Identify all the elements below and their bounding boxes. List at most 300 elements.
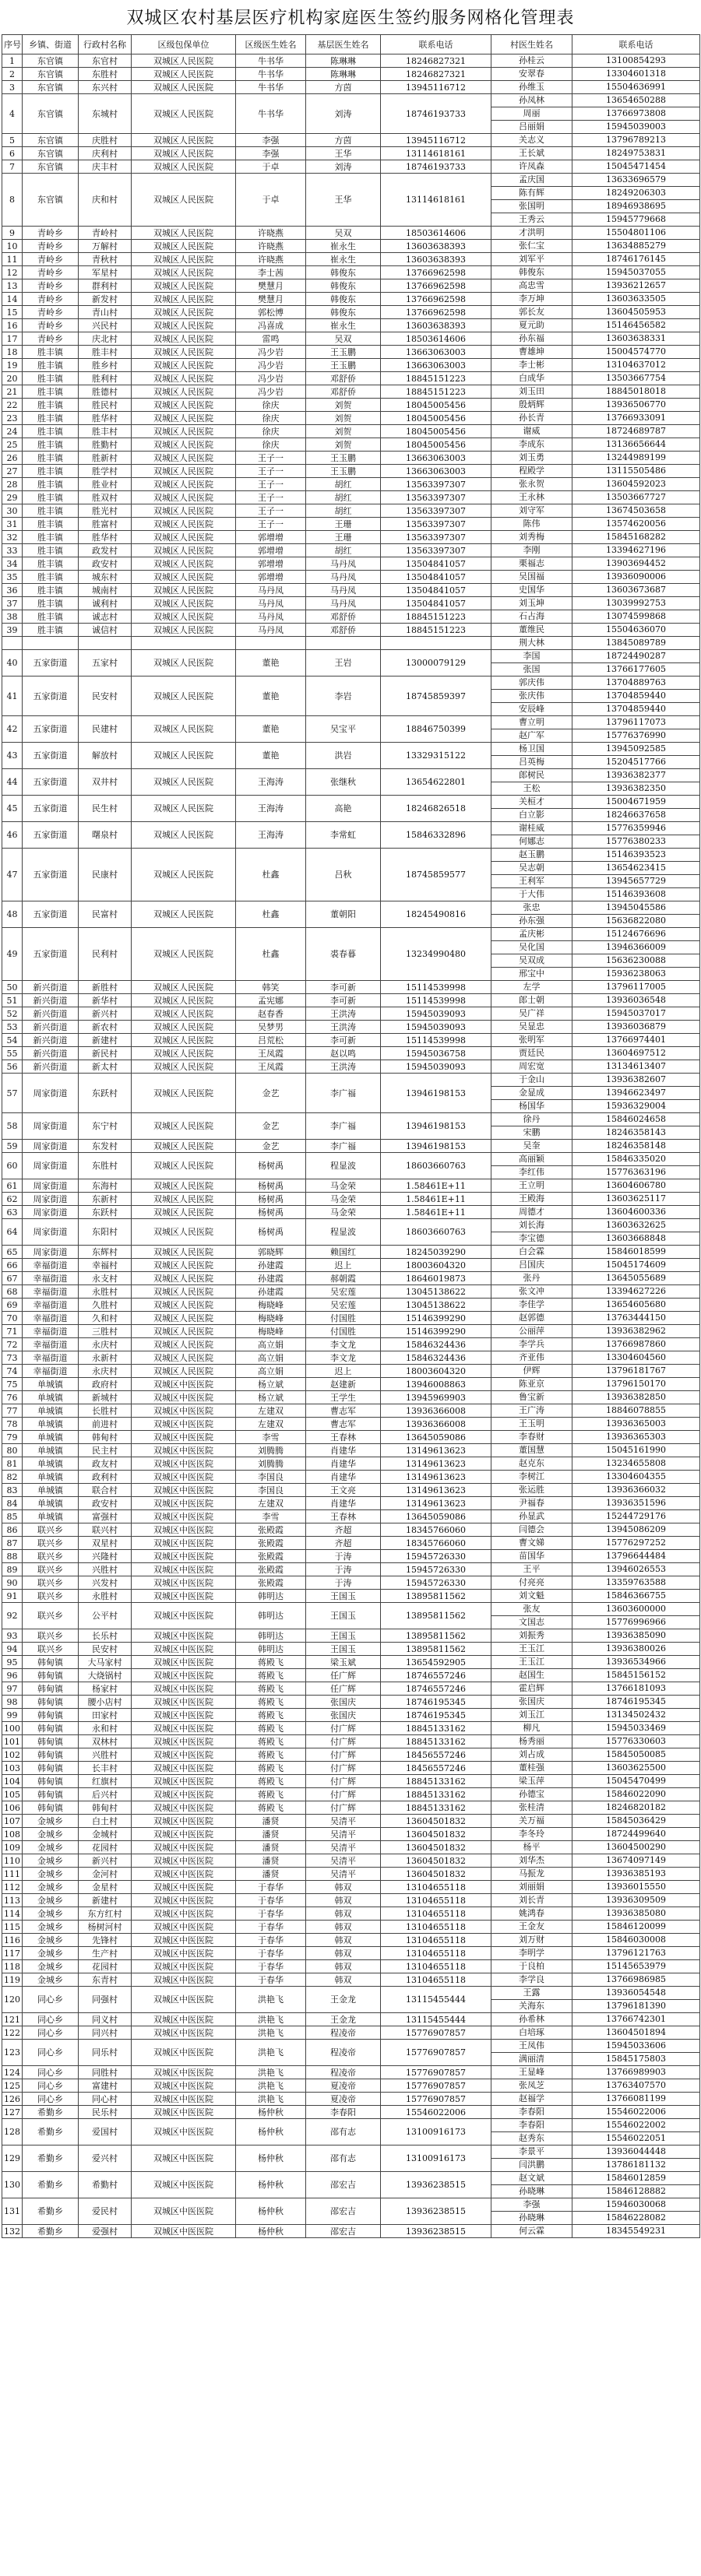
cell-town: 幸福街道 [23,1365,79,1378]
cell-village-doctors [491,1404,572,1418]
table-row [2,1365,700,1378]
cell-base-doctor: 付国胜 [306,1312,381,1325]
table-row [2,557,700,571]
cell-village-phone: 13936365003 [606,1418,666,1429]
cell-village-phone: 18246637658 [572,808,699,821]
cell-no: 21 [2,385,23,399]
cell-town: 东官镇 [23,81,79,94]
cell-town: 新兴街道 [23,1060,79,1074]
cell-no: 103 [2,1762,23,1775]
table-row [2,1523,700,1537]
cell-village-phones [572,293,700,306]
cell-district-doctor: 吴梦男 [236,1021,306,1034]
cell-district-doctor: 李雪 [236,1431,306,1444]
cell-village-doctors [491,1854,572,1868]
cell-village-doctor: 张庆伟 [491,689,572,702]
cell-village-phone: 18724490287 [606,651,666,661]
cell-village-doctor: 吕丽娟 [491,120,572,133]
cell-no: 131 [2,2198,23,2225]
cell-base-doctor: 吴宏莲 [306,1299,381,1312]
cell-village: 永胜村 [79,1590,132,1603]
cell-village: 胜业村 [79,478,132,491]
cell-village: 庆胜村 [79,134,132,147]
table-row [2,94,700,134]
cell-phone: 13104655118 [381,1960,491,1973]
cell-village-doctors [491,2119,572,2145]
cell-district-doctor: 张殿霞 [236,1563,306,1576]
cell-village-doctors [491,1338,572,1351]
cell-town: 幸福街道 [23,1351,79,1365]
table-row [2,2119,700,2145]
cell-village-doctor: 于金山 [519,1074,544,1084]
cell-village-doctor: 孙维玉 [519,82,544,92]
cell-village-doctor: 白会霖 [519,1246,544,1256]
cell-base-doctor: 王国玉 [306,1629,381,1643]
table-row [2,531,700,544]
cell-phone: 13504841057 [381,571,491,584]
cell-base-doctor: 邵有志 [306,2145,381,2172]
cell-unit: 双城区人民医院 [132,901,236,928]
cell-base-doctor: 迟上 [306,1259,381,1272]
cell-phone: 13100916173 [381,2145,491,2172]
cell-district-doctor: 李强 [236,134,306,147]
cell-phone: 1.58461E+11 [381,1193,491,1206]
cell-phone: 13104655118 [381,1921,491,1934]
cell-no: 41 [2,677,23,716]
cell-village-phone: 15776330603 [606,1736,666,1746]
cell-village-doctors [491,1563,572,1576]
cell-village-doctor: 赵国生 [519,1670,544,1680]
table-row [2,1868,700,1881]
table-row [2,227,700,240]
cell-base-doctor: 王金龙 [306,1987,381,2013]
cell-town: 韩甸镇 [23,1682,79,1696]
cell-village: 群利村 [79,279,132,293]
cell-village-doctor: 伊辉 [523,1365,541,1376]
cell-base-doctor [306,637,381,650]
cell-no: 33 [2,544,23,557]
cell-no: 37 [2,597,23,610]
cell-unit: 双城区人民医院 [132,1153,236,1179]
cell-village-doctors [491,1299,572,1312]
cell-phone: 13045138622 [381,1285,491,1299]
cell-unit: 双城区人民医院 [132,650,236,677]
cell-village-phones [572,1735,700,1748]
cell-village-phones [572,1325,700,1338]
cell-unit: 双城区人民医院 [132,571,236,584]
table-row [2,1987,700,2013]
cell-no [2,637,23,650]
cell-village-doctor: 王秀云 [491,213,572,226]
cell-village-phone: 13603632625 [606,1220,666,1230]
table-row [2,584,700,597]
cell-district-doctor: 牛书华 [236,81,306,94]
table-row [2,1550,700,1563]
cell-village-doctors [491,2145,572,2172]
cell-unit: 双城区中医医院 [132,1828,236,1841]
cell-town: 周家街道 [23,1193,79,1206]
cell-no: 110 [2,1854,23,1868]
cell-village: 永庆村 [79,1338,132,1351]
cell-phone: 13654592905 [381,1656,491,1669]
cell-base-doctor: 程凌帝 [306,2026,381,2040]
cell-base-doctor: 付广辉 [306,1735,381,1748]
cell-district-doctor: 王海涛 [236,769,306,796]
cell-phone: 18245490816 [381,901,491,928]
cell-village-doctor: 王玉江 [519,1657,544,1667]
cell-base-doctor: 韩俊东 [306,306,381,319]
cell-village: 兴隆村 [79,1550,132,1563]
cell-village: 政府村 [79,1378,132,1391]
cell-village-doctor: 王玉明 [519,1418,544,1429]
cell-village-doctor: 孙显武 [519,1511,544,1521]
cell-base-doctor: 吴清平 [306,1828,381,1841]
cell-village: 东官村 [79,54,132,68]
cell-no: 66 [2,1259,23,1272]
cell-town: 胜丰镇 [23,412,79,425]
cell-village: 杨树河村 [79,1921,132,1934]
cell-unit: 双城区中医医院 [132,1696,236,1709]
cell-village-doctors [491,1523,572,1537]
cell-village: 青山村 [79,306,132,319]
cell-unit: 双城区中医医院 [132,1788,236,1801]
cell-town: 单城镇 [23,1418,79,1431]
cell-no: 90 [2,1576,23,1590]
table-row [2,1471,700,1484]
cell-base-doctor: 崔永生 [306,240,381,253]
cell-village-phones [572,1987,700,2013]
cell-unit: 双城区中医医院 [132,1523,236,1537]
cell-village-phone: 13796644484 [606,1551,666,1561]
cell-base-doctor: 夏凌帝 [306,2093,381,2106]
cell-no: 80 [2,1444,23,1457]
cell-phone: 15776907857 [381,2066,491,2079]
cell-town: 周家街道 [23,1219,79,1246]
cell-village-phones [572,822,700,849]
cell-village-doctors [491,452,572,465]
cell-phone: 18845133162 [381,1722,491,1735]
cell-unit: 双城区人民医院 [132,372,236,385]
cell-phone: 13104655118 [381,1907,491,1921]
table-row [2,1894,700,1907]
cell-village-phone: 13394627226 [606,1286,666,1296]
cell-no: 112 [2,1881,23,1894]
cell-village-phone: 13304604355 [606,1471,666,1481]
cell-village-phones [572,1656,700,1669]
cell-village-doctors [491,1576,572,1590]
cell-base-doctor: 付广辉 [306,1748,381,1762]
cell-no: 10 [2,240,23,253]
cell-district-doctor: 韩明达 [236,1603,306,1629]
cell-phone: 15945726330 [381,1563,491,1576]
cell-base-doctor: 付广辉 [306,1775,381,1788]
cell-village: 东青村 [79,1973,132,1987]
cell-village-doctor: 左学 [523,982,541,992]
cell-phone: 13104655118 [381,1881,491,1894]
cell-village-phone: 13796181767 [606,1365,666,1376]
cell-no: 123 [2,2040,23,2066]
cell-town: 金城乡 [23,1921,79,1934]
cell-village-phone: 15776380233 [572,835,699,848]
table-row [2,1047,700,1060]
cell-base-doctor: 韩俊东 [306,293,381,306]
cell-village-phone: 18746195345 [606,1696,666,1706]
cell-village-doctors [491,306,572,319]
cell-no: 67 [2,1272,23,1285]
cell-unit: 双城区人民医院 [132,1312,236,1325]
cell-village-phone: 13115505486 [606,466,666,476]
cell-village-doctor: 李春阳 [519,2120,544,2130]
cell-district-doctor: 刘腾腾 [236,1457,306,1471]
cell-village: 胜学村 [79,465,132,478]
cell-phone: 18503614606 [381,332,491,346]
cell-village-phone: 18249753831 [606,148,666,158]
cell-village-doctor: 曹文娣 [519,1538,544,1548]
cell-village-doctor: 赵克东 [519,1458,544,1468]
cell-village-doctors [491,637,572,650]
cell-no: 17 [2,332,23,346]
cell-no: 40 [2,650,23,677]
table-row [2,359,700,372]
cell-village-doctors [491,253,572,266]
table-row [2,372,700,385]
cell-village-phones [572,1153,700,1179]
cell-town: 胜丰镇 [23,557,79,571]
cell-no: 92 [2,1603,23,1629]
table-row [2,1775,700,1788]
table-row [2,2106,700,2119]
cell-village-doctors [491,1868,572,1881]
table-row [2,1696,700,1709]
cell-phone: 13504841057 [381,557,491,571]
table-row [2,1259,700,1272]
table-body [2,54,700,2238]
cell-unit: 双城区人民医院 [132,716,236,743]
cell-village-phones [572,412,700,425]
cell-no: 77 [2,1404,23,1418]
cell-district-doctor: 王子一 [236,504,306,518]
cell-village-doctor: 贾廷民 [519,1048,544,1058]
cell-unit: 双城区中医医院 [132,1484,236,1497]
table-row [2,1576,700,1590]
table-row [2,571,700,584]
cell-village-phone: 13766989903 [606,2067,666,2077]
cell-town: 青岭乡 [23,266,79,279]
cell-base-doctor: 马丹凤 [306,557,381,571]
cell-town: 单城镇 [23,1404,79,1418]
cell-village: 联合村 [79,1484,132,1497]
cell-village-phone: 13654623415 [572,861,699,874]
cell-no: 30 [2,504,23,518]
cell-village: 同义村 [79,2013,132,2026]
cell-village: 兴胜村 [79,1563,132,1576]
table-row [2,399,700,412]
cell-village-doctors [491,1960,572,1973]
cell-village-doctor: 栗福志 [519,558,544,568]
page [2,0,699,2238]
cell-village-phone: 13304601318 [606,69,666,79]
cell-village-phones [572,1960,700,1973]
cell-unit: 双城区中医医院 [132,1629,236,1643]
cell-base-doctor: 王玉鹏 [306,359,381,372]
cell-village-doctor: 王长斌 [519,148,544,158]
header-village: 行政村名称 [79,35,132,54]
cell-village-doctor: 孟庆国 [519,174,544,185]
cell-village: 民乐村 [79,2106,132,2119]
table-row [2,1934,700,1947]
cell-village: 胜民村 [79,399,132,412]
cell-village-phones [572,94,700,134]
cell-phone: 13115455444 [381,2013,491,2026]
cell-village: 希勤村 [79,2172,132,2198]
cell-village-doctor: 张凤芝 [519,2080,544,2090]
cell-village-phones [572,1140,700,1153]
cell-district-doctor: 王子一 [236,491,306,504]
cell-phone: 15146399290 [381,1312,491,1325]
table-row [2,1299,700,1312]
cell-town: 五家街道 [23,743,79,769]
cell-village-phones [572,1775,700,1788]
cell-district-doctor: 于春华 [236,1947,306,1960]
cell-village-phone: 15846024658 [606,1114,666,1124]
cell-no: 79 [2,1431,23,1444]
table-row [2,160,700,174]
cell-village-phones [572,465,700,478]
cell-no: 78 [2,1418,23,1431]
cell-village-doctor: 吕英梅 [491,755,572,768]
cell-village-doctors [491,1285,572,1299]
cell-base-doctor: 邓舒侨 [306,610,381,624]
cell-village-phone: 15846120099 [606,1921,666,1931]
cell-base-doctor: 韩俊东 [306,279,381,293]
cell-village-phone: 13936385080 [606,1908,666,1918]
cell-village-doctors [491,68,572,81]
cell-village: 青秋村 [79,253,132,266]
cell-district-doctor: 韩明达 [236,1629,306,1643]
cell-base-doctor: 李可新 [306,994,381,1007]
table-row [2,306,700,319]
cell-village-doctors [491,438,572,452]
cell-district-doctor: 左建双 [236,1497,306,1510]
cell-village-phones [572,1338,700,1351]
table-row [2,491,700,504]
cell-village: 双井村 [79,769,132,796]
cell-village-doctors [491,743,572,769]
cell-village: 胜双村 [79,491,132,504]
cell-district-doctor: 孙建霞 [236,1285,306,1299]
cell-village [79,637,132,650]
cell-village: 民安村 [79,677,132,716]
table-row [2,769,700,796]
cell-village: 胜利村 [79,372,132,385]
cell-phone: 15776907857 [381,2040,491,2066]
cell-no: 113 [2,1894,23,1907]
cell-village-doctor: 王松 [491,782,572,795]
cell-village: 民生村 [79,796,132,822]
cell-village: 永庆村 [79,1365,132,1378]
cell-village-doctors [491,2013,572,2026]
cell-village-phone: 13796150170 [606,1379,666,1389]
cell-base-doctor: 梁玉斌 [306,1656,381,1669]
cell-village: 五家村 [79,650,132,677]
cell-town: 希勤乡 [23,2145,79,2172]
cell-village-phone: 13936365303 [606,1432,666,1442]
cell-village: 爱强村 [79,2225,132,2238]
cell-village-doctor: 梁玉萍 [519,1776,544,1786]
cell-no: 132 [2,2225,23,2238]
cell-village-doctors [491,2066,572,2079]
cell-village: 先锋村 [79,1934,132,1947]
cell-village-doctor: 刘长青 [519,1895,544,1905]
cell-base-doctor: 王华 [306,147,381,160]
cell-town: 韩甸镇 [23,1722,79,1735]
cell-no: 88 [2,1550,23,1563]
cell-village-doctor: 周丽 [491,107,572,120]
cell-village: 新太村 [79,1060,132,1074]
cell-village-phone: 13936385193 [606,1868,666,1878]
cell-village-doctors [491,1656,572,1669]
cell-unit: 双城区中医医院 [132,1576,236,1590]
table-row [2,928,700,981]
cell-village-doctor: 张国庆 [519,1696,544,1706]
cell-town: 胜丰镇 [23,399,79,412]
cell-village-phone: 15846012859 [606,2173,666,2183]
cell-phone: 18845133162 [381,1801,491,1815]
cell-village-doctor: 李强 [523,2199,541,2209]
cell-base-doctor: 付广辉 [306,1722,381,1735]
cell-base-doctor: 刘贺 [306,425,381,438]
cell-no: 3 [2,81,23,94]
cell-village-phones [572,346,700,359]
cell-phone: 13645059086 [381,1431,491,1444]
cell-unit: 双城区中医医院 [132,1881,236,1894]
cell-village-phone: 13603673687 [606,585,666,595]
cell-village: 民康村 [79,849,132,901]
table-row [2,849,700,901]
cell-village-doctors [491,571,572,584]
table-row [2,1563,700,1576]
table-row [2,1404,700,1418]
cell-town: 单城镇 [23,1484,79,1497]
cell-no: 64 [2,1219,23,1246]
cell-village-phone: 13134613407 [606,1061,666,1071]
cell-unit: 双城区人民医院 [132,504,236,518]
cell-base-doctor: 马丹凤 [306,571,381,584]
cell-district-doctor: 金艺 [236,1113,306,1140]
cell-village-phones [572,1788,700,1801]
cell-phone: 13936238515 [381,2225,491,2238]
cell-no: 54 [2,1034,23,1047]
cell-district-doctor: 金艺 [236,1074,306,1113]
cell-village-phone: 15145653979 [606,1961,666,1971]
cell-phone: 13149613623 [381,1457,491,1471]
cell-unit: 双城区人民医院 [132,94,236,134]
cell-district-doctor: 杨仲秋 [236,2198,306,2225]
cell-village-phones [572,1484,700,1497]
cell-village-phones [572,1563,700,1576]
cell-phone: 13045138622 [381,1299,491,1312]
cell-town: 联兴乡 [23,1563,79,1576]
cell-village: 新发村 [79,293,132,306]
cell-district-doctor: 王子一 [236,452,306,465]
cell-village-phones [572,769,700,796]
cell-village-doctors [491,849,572,901]
cell-town: 青岭乡 [23,279,79,293]
cell-district-doctor: 徐庆 [236,399,306,412]
cell-village-phone: 15045470499 [606,1776,666,1786]
cell-town: 希勤乡 [23,2172,79,2198]
cell-district-doctor: 李强 [236,147,306,160]
